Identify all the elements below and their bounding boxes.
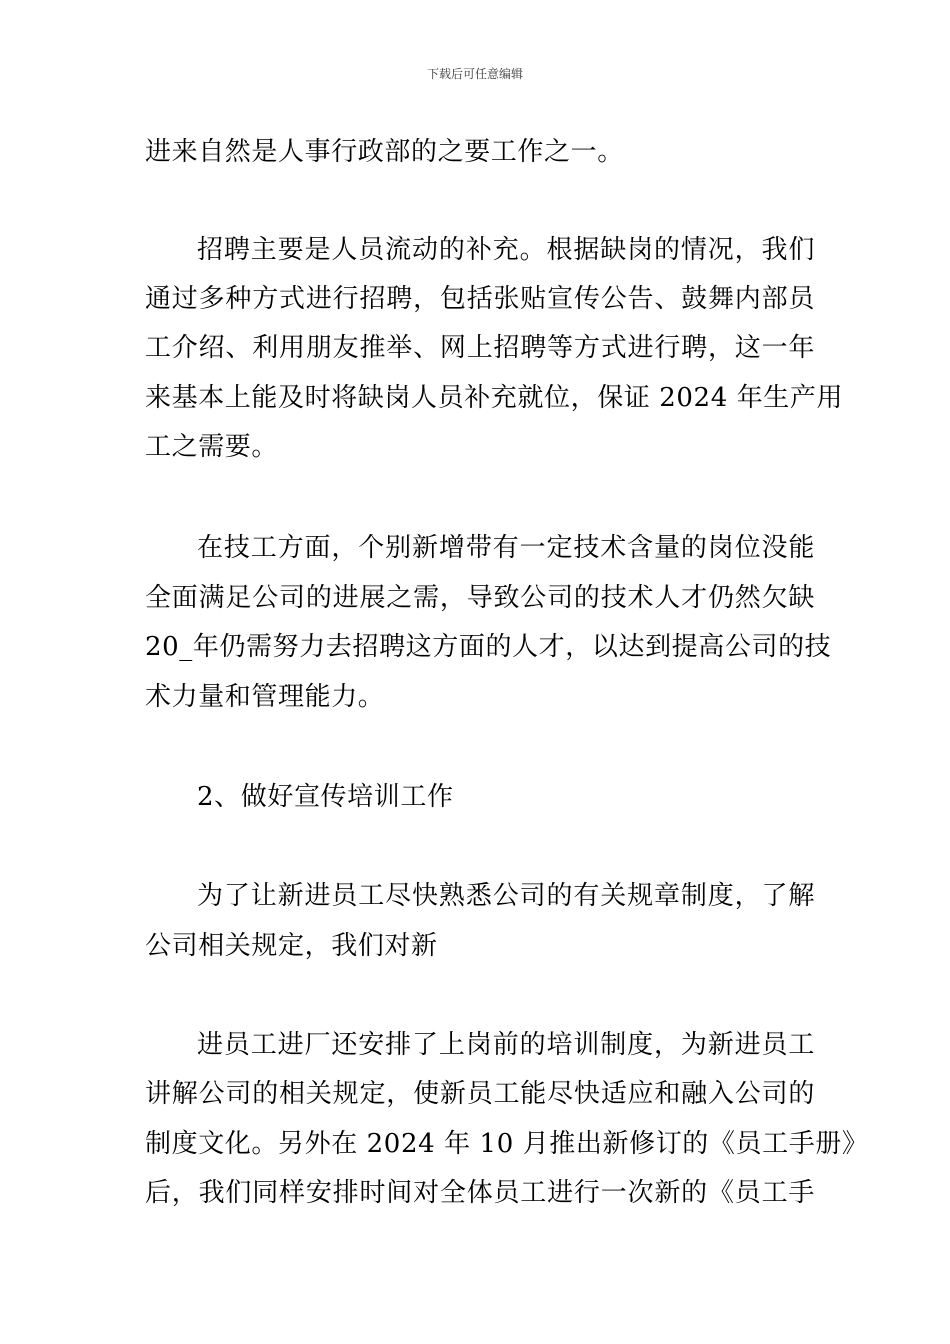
paragraph-line: 20_年仍需努力去招聘这方面的人才，以达到提高公司的技	[145, 632, 832, 662]
paragraph-line: 进来自然是人事行政部的之要工作之一。	[145, 137, 624, 167]
paragraph-line: 招聘主要是人员流动的补充。根据缺岗的情况，我们	[197, 235, 815, 265]
paragraph-line: 工介绍、利用朋友推举、网上招聘等方式进行聘，这一年	[145, 333, 815, 363]
paragraph-line: 术力量和管理能力。	[145, 682, 385, 712]
paragraph-line: 来基本上能及时将缺岗人员补充就位，保证 2024 年生产用	[145, 383, 844, 413]
paragraph-line: 制度文化。另外在 2024 年 10 月推出新修订的《员工手册》	[145, 1129, 869, 1159]
paragraph-line: 工之需要。	[145, 432, 279, 462]
paragraph-line: 讲解公司的相关规定，使新员工能尽快适应和融入公司的	[145, 1079, 815, 1109]
paragraph-line: 在技工方面，个别新增带有一定技术含量的岗位没能	[197, 533, 815, 563]
paragraph-line: 全面满足公司的进展之需，导致公司的技术人才仍然欠缺	[145, 583, 815, 613]
page-header: 下载后可任意编辑	[426, 67, 523, 81]
paragraph-line: 后，我们同样安排时间对全体员工进行一次新的《员工手	[145, 1178, 815, 1208]
paragraph-line: 进员工进厂还安排了上岗前的培训制度，为新进员工	[197, 1030, 815, 1060]
section-heading: 2、做好宣传培训工作	[197, 782, 454, 812]
paragraph-line: 通过多种方式进行招聘，包括张贴宣传公告、鼓舞内部员	[145, 284, 815, 314]
paragraph-line: 为了让新进员工尽快熟悉公司的有关规章制度，了解	[197, 881, 815, 911]
paragraph-line: 公司相关规定，我们对新	[145, 931, 438, 961]
